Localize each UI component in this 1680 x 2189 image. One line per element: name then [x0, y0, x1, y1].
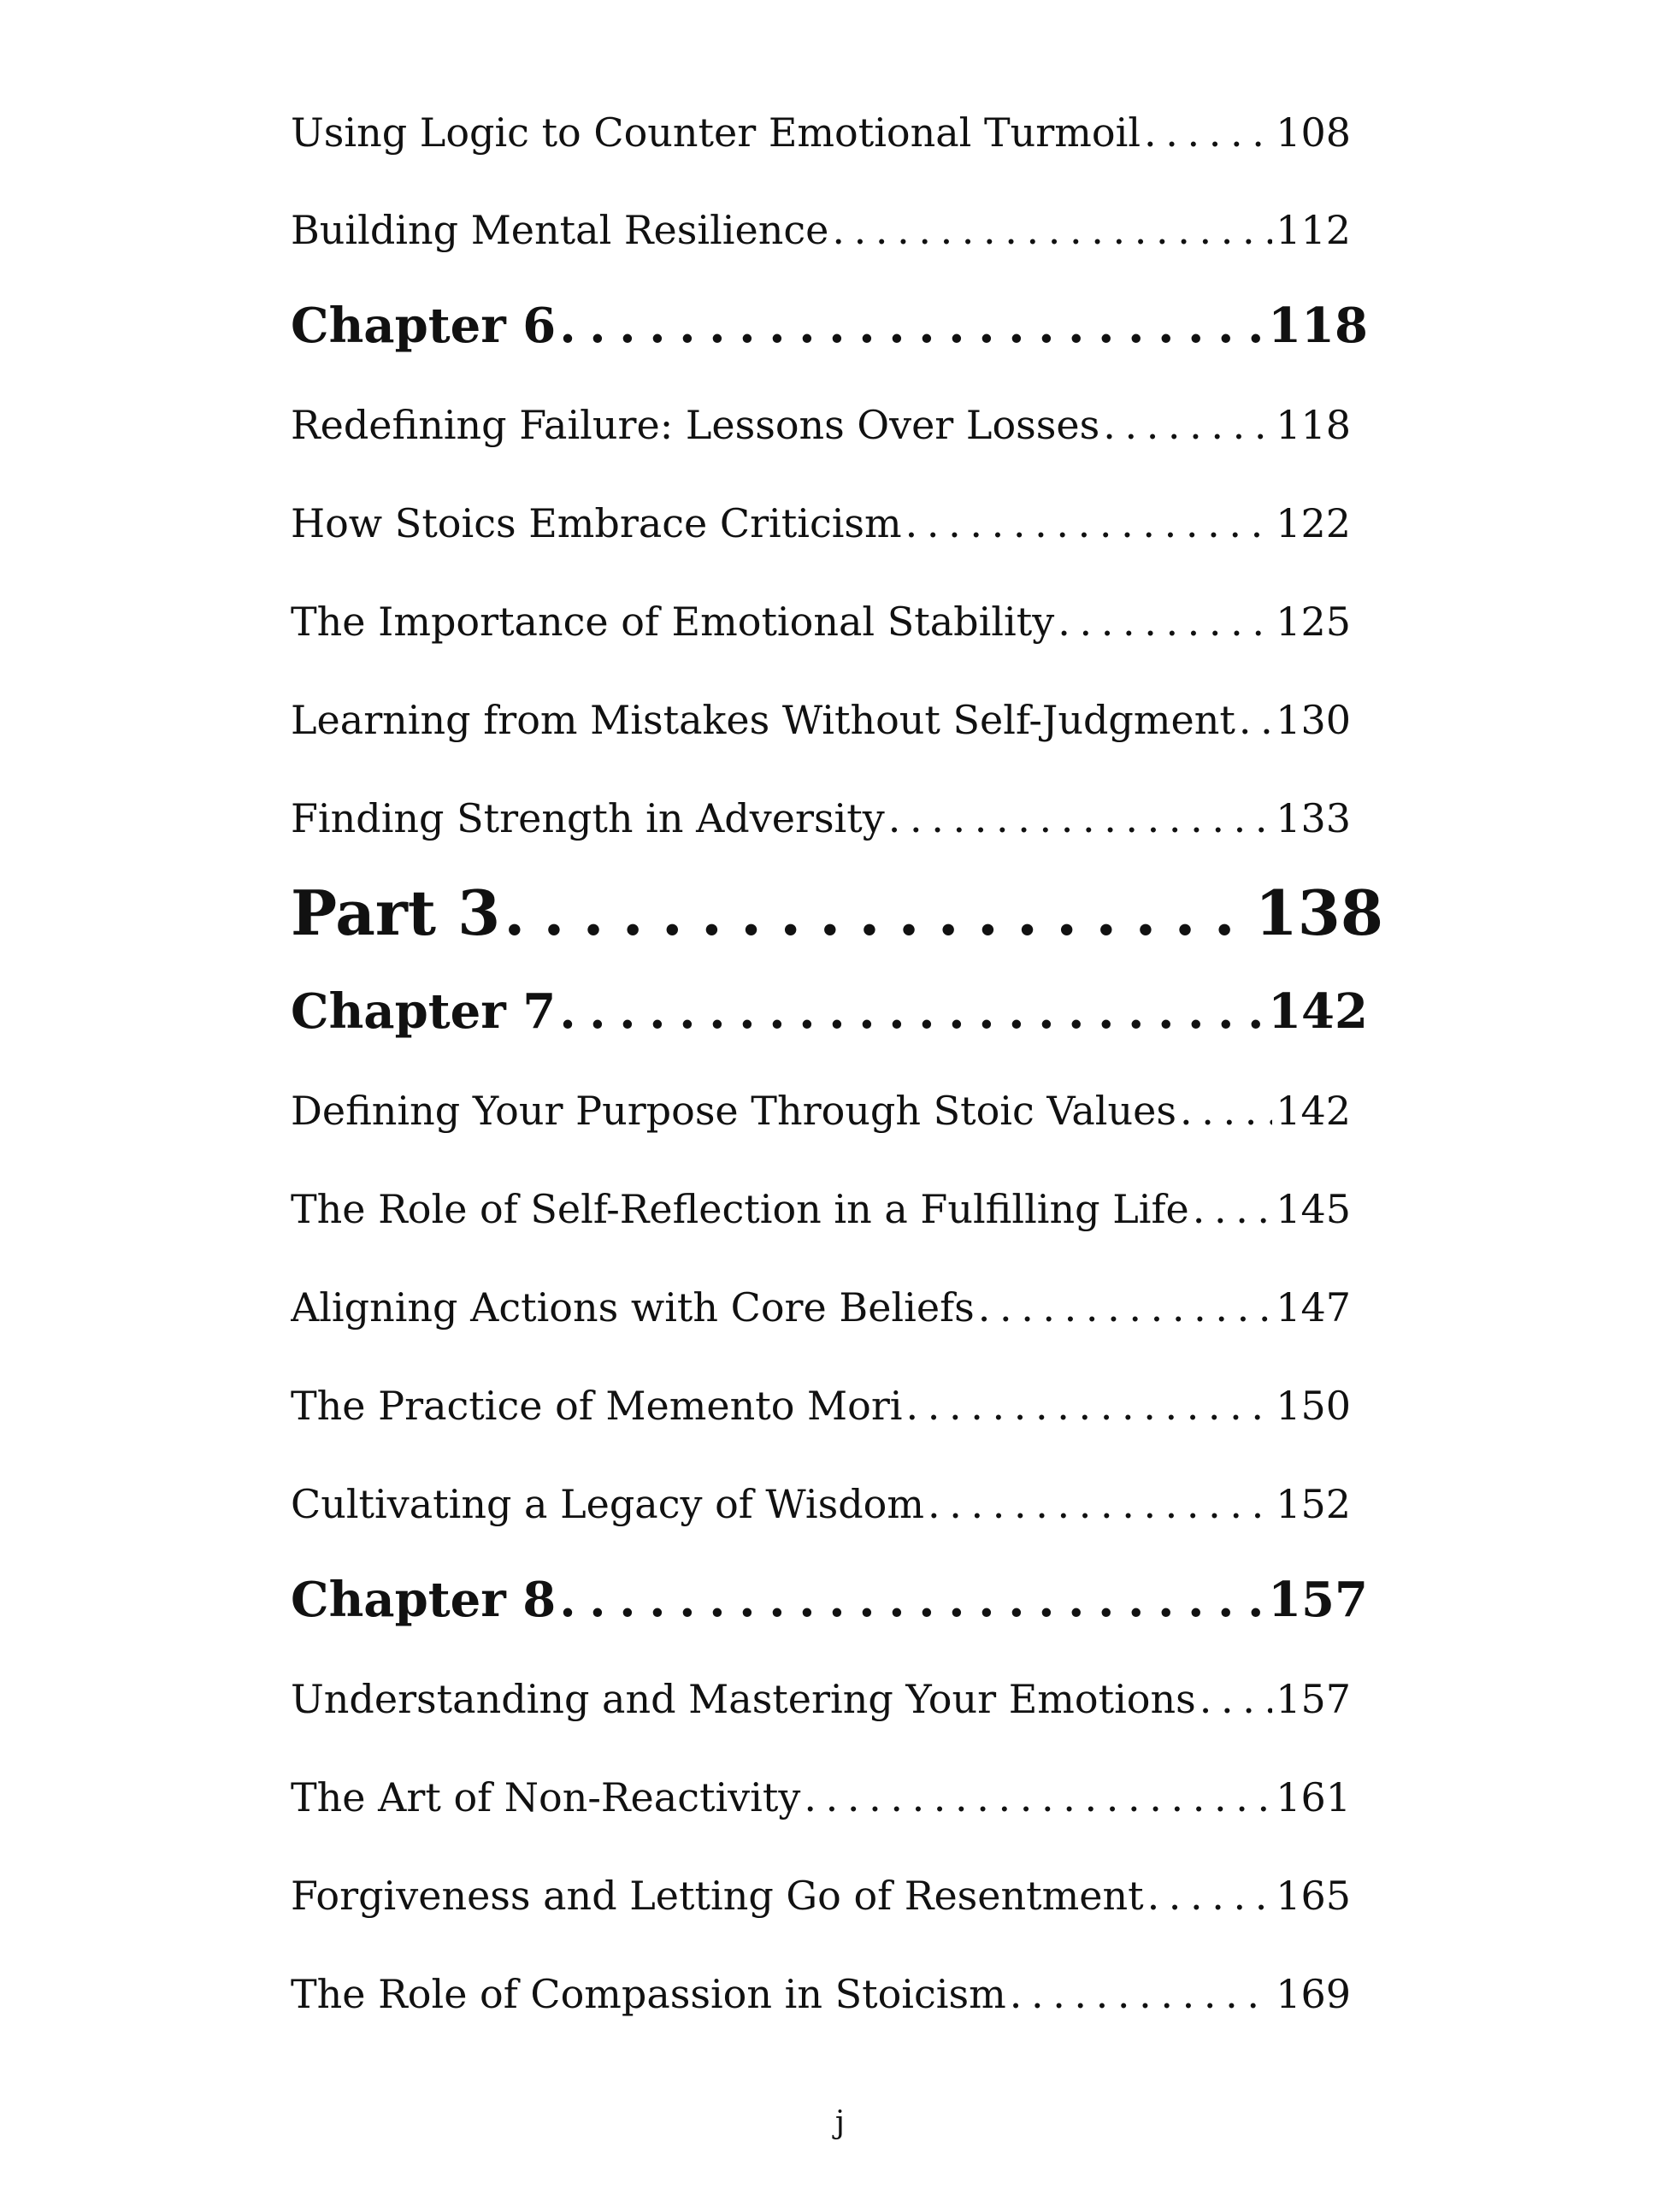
toc-entry-title: Using Logic to Counter Emotional Turmoil: [291, 109, 1141, 156]
toc-entry-page: 150: [1276, 1383, 1351, 1429]
toc-entry-title: The Art of Non-Reactivity: [291, 1774, 801, 1820]
toc-entry-title: The Practice of Memento Mori: [291, 1383, 903, 1429]
toc-chapter-entry[interactable]: [291, 983, 1368, 1052]
toc-entry-page: 142: [1276, 1088, 1351, 1134]
page-number: j: [834, 2105, 846, 2140]
toc-entry[interactable]: [291, 207, 1351, 267]
toc-entry-page: 147: [1276, 1284, 1351, 1331]
toc-entry[interactable]: [291, 1676, 1351, 1736]
dot-leader: [888, 795, 1272, 841]
toc-entry-title: Finding Strength in Adversity: [291, 795, 885, 841]
toc-chapter-entry[interactable]: [291, 298, 1368, 366]
dot-leader: [905, 500, 1273, 546]
toc-entry-title: The Role of Compassion in Stoicism: [291, 1971, 1006, 2017]
toc-entry-page: 157: [1276, 1676, 1351, 1722]
dot-leader: [504, 876, 1251, 949]
toc-entry-title: Chapter 6: [291, 298, 557, 354]
toc-entry-page: 118: [1268, 298, 1368, 354]
dot-leader: [559, 1572, 1264, 1628]
toc-entry[interactable]: [291, 402, 1351, 462]
toc-entry[interactable]: [291, 109, 1351, 169]
dot-leader: [1180, 1088, 1272, 1134]
toc-entry-page: 157: [1268, 1572, 1368, 1628]
toc-entry-page: 138: [1254, 876, 1383, 949]
dot-leader: [928, 1481, 1272, 1527]
toc-entry-title: The Role of Self-Reflection in a Fulfilling Life: [291, 1186, 1189, 1232]
toc-entry-page: 169: [1276, 1971, 1351, 2017]
toc-entry[interactable]: [291, 1971, 1351, 2031]
dot-leader: [1010, 1971, 1272, 2017]
toc-entry-page: 112: [1276, 207, 1351, 253]
toc-entry[interactable]: [291, 1284, 1351, 1344]
toc-entry-page: 145: [1276, 1186, 1351, 1232]
toc-part-entry[interactable]: [291, 876, 1383, 962]
dot-leader: [1200, 1676, 1272, 1722]
toc-entry-title: Building Mental Resilience: [291, 207, 829, 253]
toc-entry[interactable]: [291, 1873, 1351, 1932]
toc-entry-title: Redefining Failure: Lessons Over Losses: [291, 402, 1100, 448]
toc-entry-title: Learning from Mistakes Without Self-Judgment: [291, 697, 1235, 743]
toc-entry-title: Part 3: [291, 876, 501, 949]
dot-leader: [1058, 599, 1272, 645]
dot-leader: [1239, 697, 1272, 743]
dot-leader: [978, 1284, 1272, 1331]
toc-entry-title: Chapter 7: [291, 983, 557, 1040]
dot-leader: [559, 298, 1264, 354]
toc-chapter-entry[interactable]: [291, 1572, 1368, 1640]
dot-leader: [906, 1383, 1273, 1429]
dot-leader: [1193, 1186, 1272, 1232]
toc-entry-title: How Stoics Embrace Criticism: [291, 500, 902, 546]
toc-entry[interactable]: [291, 795, 1351, 855]
toc-entry-title: The Importance of Emotional Stability: [291, 599, 1055, 645]
toc-entry[interactable]: [291, 1186, 1351, 1246]
toc-entry-title: Defining Your Purpose Through Stoic Values: [291, 1088, 1176, 1134]
dot-leader: [559, 983, 1264, 1040]
toc-entry-page: 152: [1276, 1481, 1351, 1527]
dot-leader: [1103, 402, 1272, 448]
toc-entry-page: 125: [1276, 599, 1351, 645]
toc-entry-title: Understanding and Mastering Your Emotions: [291, 1676, 1196, 1722]
toc-entry[interactable]: [291, 1088, 1351, 1148]
toc-entry[interactable]: [291, 1481, 1351, 1541]
dot-leader: [1147, 1873, 1273, 1919]
dot-leader: [832, 207, 1272, 253]
toc-entry[interactable]: [291, 1774, 1351, 1834]
table-of-contents: [291, 0, 1402, 2189]
toc-entry-page: 118: [1276, 402, 1351, 448]
toc-entry[interactable]: [291, 500, 1351, 560]
toc-entry-page: 161: [1276, 1774, 1351, 1820]
toc-entry-page: 122: [1276, 500, 1351, 546]
dot-leader: [804, 1774, 1272, 1820]
toc-entry-page: 130: [1276, 697, 1351, 743]
toc-entry-title: Chapter 8: [291, 1572, 557, 1628]
dot-leader: [1144, 109, 1272, 156]
toc-entry-page: 165: [1276, 1873, 1351, 1919]
toc-entry-title: Aligning Actions with Core Beliefs: [291, 1284, 975, 1331]
toc-entry-page: 142: [1268, 983, 1368, 1040]
toc-entry-title: Forgiveness and Letting Go of Resentment: [291, 1873, 1144, 1919]
toc-entry[interactable]: [291, 599, 1351, 658]
toc-entry-page: 133: [1276, 795, 1351, 841]
toc-entry[interactable]: [291, 1383, 1351, 1443]
toc-entry-page: 108: [1276, 109, 1351, 156]
toc-entry[interactable]: [291, 697, 1351, 757]
toc-entry-title: Cultivating a Legacy of Wisdom: [291, 1481, 924, 1527]
